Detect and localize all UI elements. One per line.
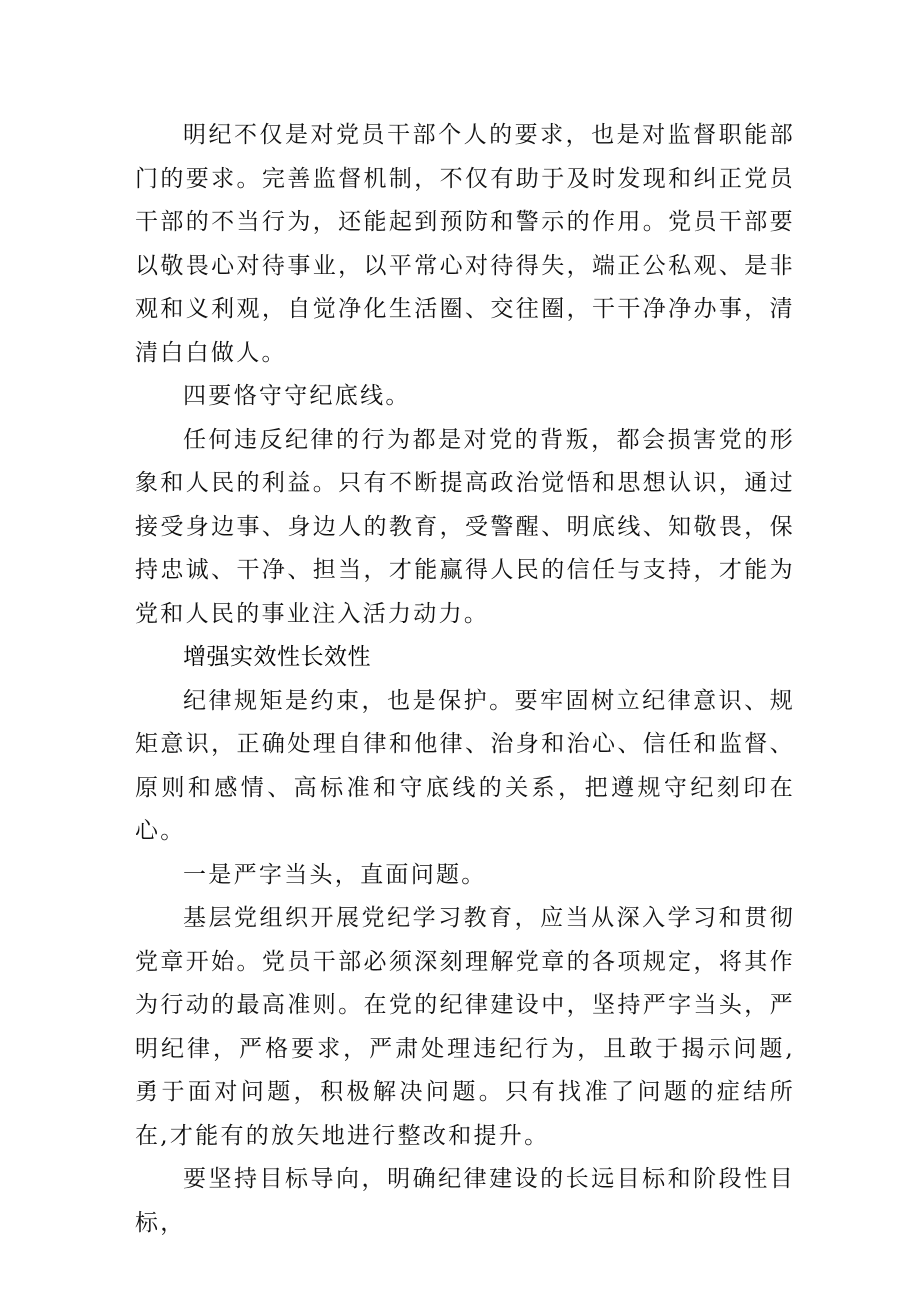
paragraph: 纪律规矩是约束，也是保护。要牢固树立纪律意识、规矩意识，正确处理自律和他律、治身和治心、信任和监督、原则和感情、高标准和守底线的关系，把遵规守纪刻印在心。 [135, 687, 795, 844]
paragraph: 明纪不仅是对党员干部个人的要求，也是对监督职能部门的要求。完善监督机制，不仅有助于及时发现和纠正党员干部的不当行为，还能起到预防和警示的作用。党员干部要以敬畏心对待事业，以平常心对待得失，端正公私观、是非观和义利观，自觉净化生活圈、交往圈，干干净净办事，清清白白做人。 [135, 122, 795, 366]
paragraph: 四要恪守守纪底线。 [183, 383, 411, 409]
paragraph: 基层党组织开展党纪学习教育，应当从深入学习和贯彻党章开始。党员干部必须深刻理解党章的各项规定，将其作为行动的最高准则。在党的纪律建设中，坚持严字当头，严明纪律，严格要求，严肃处理违纪行为，且敢于揭示问题,勇于面对问题，积极解决问题。只有找准了问题的症结所在,才能有的放矢地进行整改和提升。 [135, 905, 795, 1149]
paragraph: 一是严字当头，直面问题。 [183, 861, 487, 888]
paragraph: 任何违反纪律的行为都是对党的背叛，都会损害党的形象和人民的利益。只有不断提高政治觉悟和思想认识，通过接受身边事、身边人的教育，受警醒、明底线、知敬畏，保持忠诚、干净、担当，才能赢得人民的信任与支持，才能为党和人民的事业注入活力动力。 [135, 426, 795, 627]
paragraph: 要坚持目标导向，明确纪律建设的长远目标和阶段性目标， [135, 1166, 795, 1236]
section-heading: 增强实效性长效性 [183, 644, 371, 670]
document-page [135, 114, 795, 1245]
